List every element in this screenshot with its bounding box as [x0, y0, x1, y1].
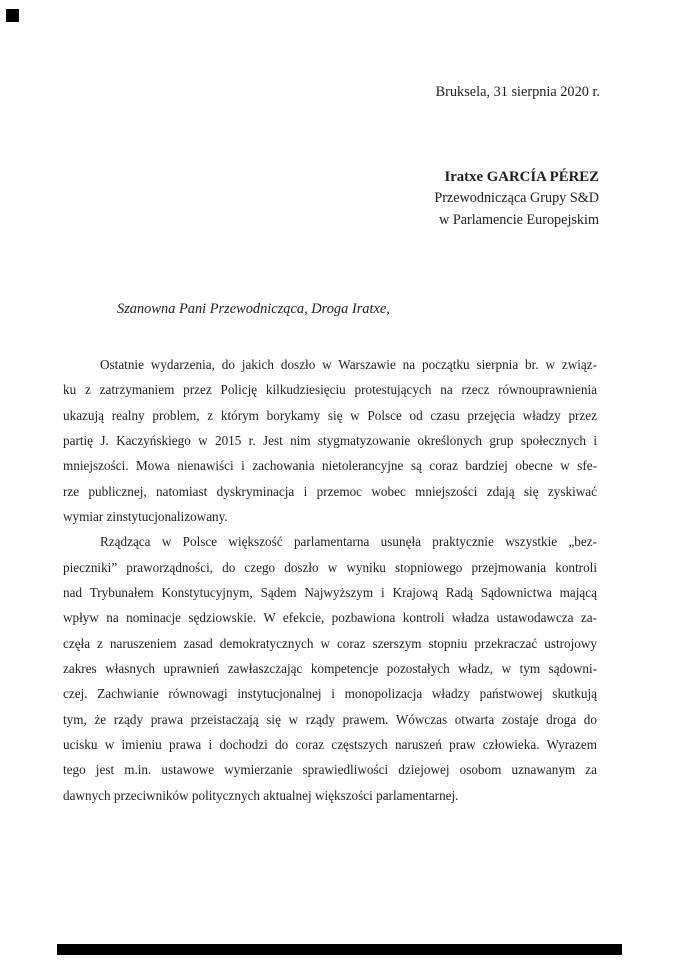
body-line: nad Trybunałem Konstytucyjnym, Sądem Najwyższym i Krajową Radą Sądownictwa mającą [63, 584, 597, 600]
body-line: częła z naruszeniem zasad demokratycznych w coraz szerszym stopniu przekraczać ustrojowy [63, 635, 597, 651]
scan-redaction-bar [57, 944, 622, 955]
body-line: rze publicznej, natomiast dyskryminacja i przemoc wobec mniejszości zdają się zyskiwać [63, 483, 597, 499]
body-line: ku z zatrzymaniem przez Policję kilkudziesięciu protestujących na rzecz równouprawnienia [63, 382, 597, 398]
recipient-block [434, 167, 599, 231]
body-line: tym, że rządy prawa przeistaczają się w rządy prawem. Wówczas otwarta zostaje droga do [63, 711, 597, 727]
recipient-organization: w Parlamencie Europejskim [439, 211, 599, 228]
body-line: wymiar zinstytucjonalizowany. [63, 508, 228, 524]
body-line: wpływ na nominacje sędziowskie. W efekcie, pozbawiona kontroli władza ustawodawcza za- [63, 610, 597, 626]
body-line: pieczniki” praworządności, do czego doszło w wyniku stopniowego przejmowania kontroli [63, 559, 597, 575]
body-line: partię J. Kaczyńskiego w 2015 r. Jest nim stygmatyzowanie określonych grup społecznych i [63, 432, 597, 448]
body-line: czej. Zachwianie równowagi instytucjonalnej i monopolizacja władzy państwowej skutkują [63, 686, 597, 702]
body-line: mniejszości. Mowa nienawiści i zachowania nietolerancyjne są coraz bardziej obecne w sfe- [63, 458, 597, 474]
salutation: Szanowna Pani Przewodnicząca, Droga Iratxe, [117, 301, 390, 317]
body-line: ukazują realny problem, z którym borykamy się w Polsce od czasu przejęcia władzy przez [63, 407, 597, 423]
body-line: Rządząca w Polsce większość parlamentarna usunęła praktycznie wszystkie „bez- [100, 534, 597, 550]
body-line: ucisku w imieniu prawa i dochodzi do coraz częstszych naruszeń praw człowieka. Wyrazem [63, 736, 597, 752]
body-line: Ostatnie wydarzenia, do jakich doszło w Warszawie na początku sierpnia br. w związ- [100, 357, 597, 372]
body-line: zakres własnych uprawnień zawłaszczając kompetencje pozostałych władz, w tym sądowni- [63, 660, 597, 676]
dateline: Bruksela, 31 sierpnia 2020 r. [435, 84, 600, 100]
scan-redaction-square [6, 9, 19, 22]
recipient-title: Przewodnicząca Grupy S&D [434, 190, 599, 207]
body-line: dawnych przeciwników politycznych aktualnej większości parlamentarnej. [63, 787, 459, 803]
letter-body [63, 352, 597, 808]
body-line: tego jest m.in. ustawowe wymierzanie sprawiedliwości dziejowej osobom uznawanym za [63, 762, 597, 778]
recipient-name: Iratxe GARCÍA PÉREZ [444, 169, 599, 185]
